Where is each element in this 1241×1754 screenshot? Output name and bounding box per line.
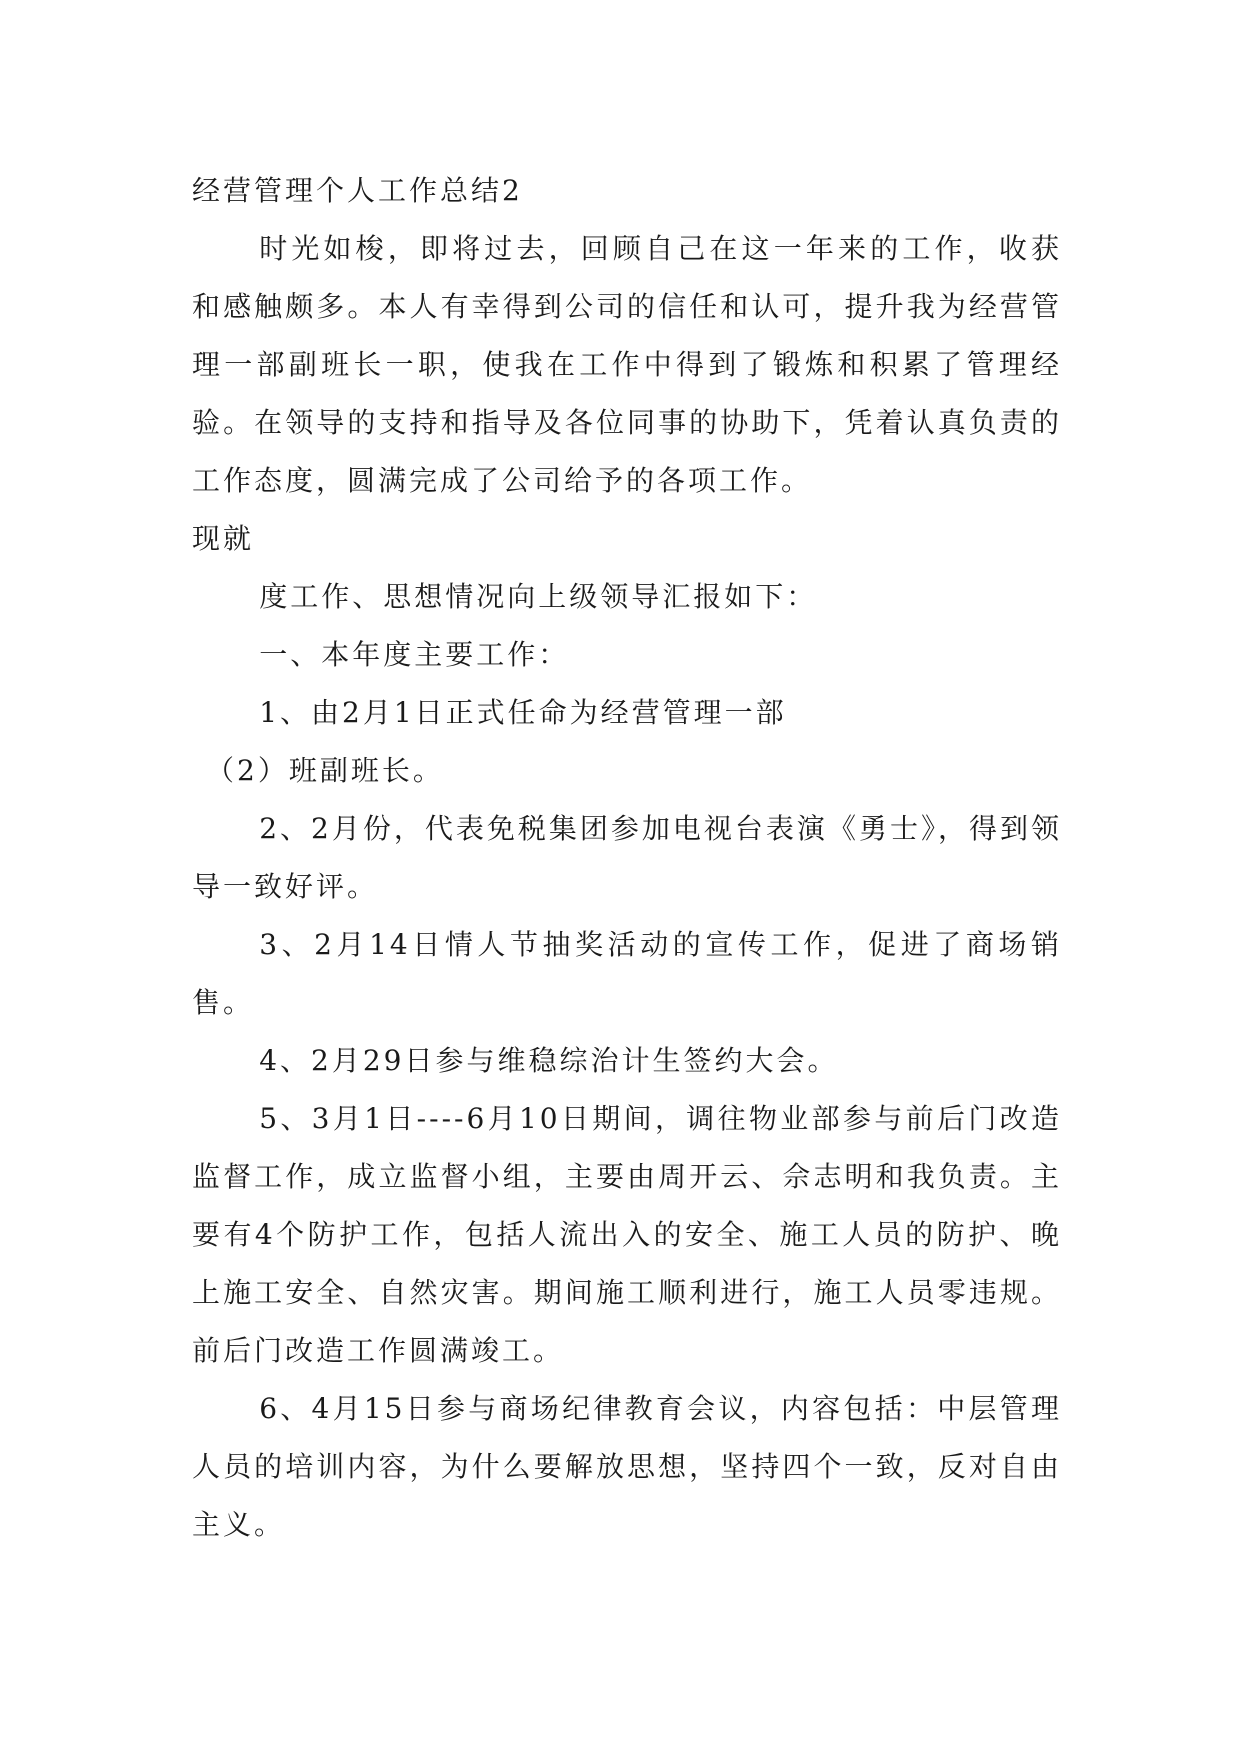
paragraph-report-lead: 度工作、思想情况向上级领导汇报如下： [259,580,818,613]
list-item-1: 1、由2月1日正式任命为经营管理一部 [259,696,787,729]
section-heading-main-work: 一、本年度主要工作： [259,638,570,671]
list-item-5: 5、3月1日----6月10日期间，调往物业部参与前后门改造监督工作，成立监督小组，主要由周开云、佘志明和我负责。主要有4个防护工作，包括人流出入的安全、施工人员的防护、晚上施工安全、自然灾害。期间施工顺利进行，施工人员零违规。前后门改造工作圆满竣工。 [192,1102,1062,1367]
paragraph-intro: 时光如梭，即将过去，回顾自己在这一年来的工作，收获和感触颇多。本人有幸得到公司的信任和认可，提升我为经营管理一部副班长一职，使我在工作中得到了锻炼和积累了管理经验。在领导的支持和指导及各位同事的协助下，凭着认真负责的工作态度，圆满完成了公司给予的各项工作。 [192,232,1062,497]
paragraph-continuation: 现就 [192,522,255,555]
list-item-6: 6、4月15日参与商场纪律教育会议，内容包括：中层管理人员的培训内容，为什么要解放思想，坚持四个一致，反对自由主义。 [192,1392,1062,1541]
document-title: 经营管理个人工作总结2 [192,174,523,207]
document-body [192,162,1062,1554]
list-item-2: 2、2月份，代表免税集团参加电视台表演《勇士》，得到领导一致好评。 [192,812,1062,903]
list-item-3: 3、2月14日情人节抽奖活动的宣传工作，促进了商场销售。 [192,928,1062,1019]
list-item-1-continuation: （2）班副班长。 [206,754,444,787]
list-item-4: 4、2月29日参与维稳综治计生签约大会。 [259,1044,839,1077]
